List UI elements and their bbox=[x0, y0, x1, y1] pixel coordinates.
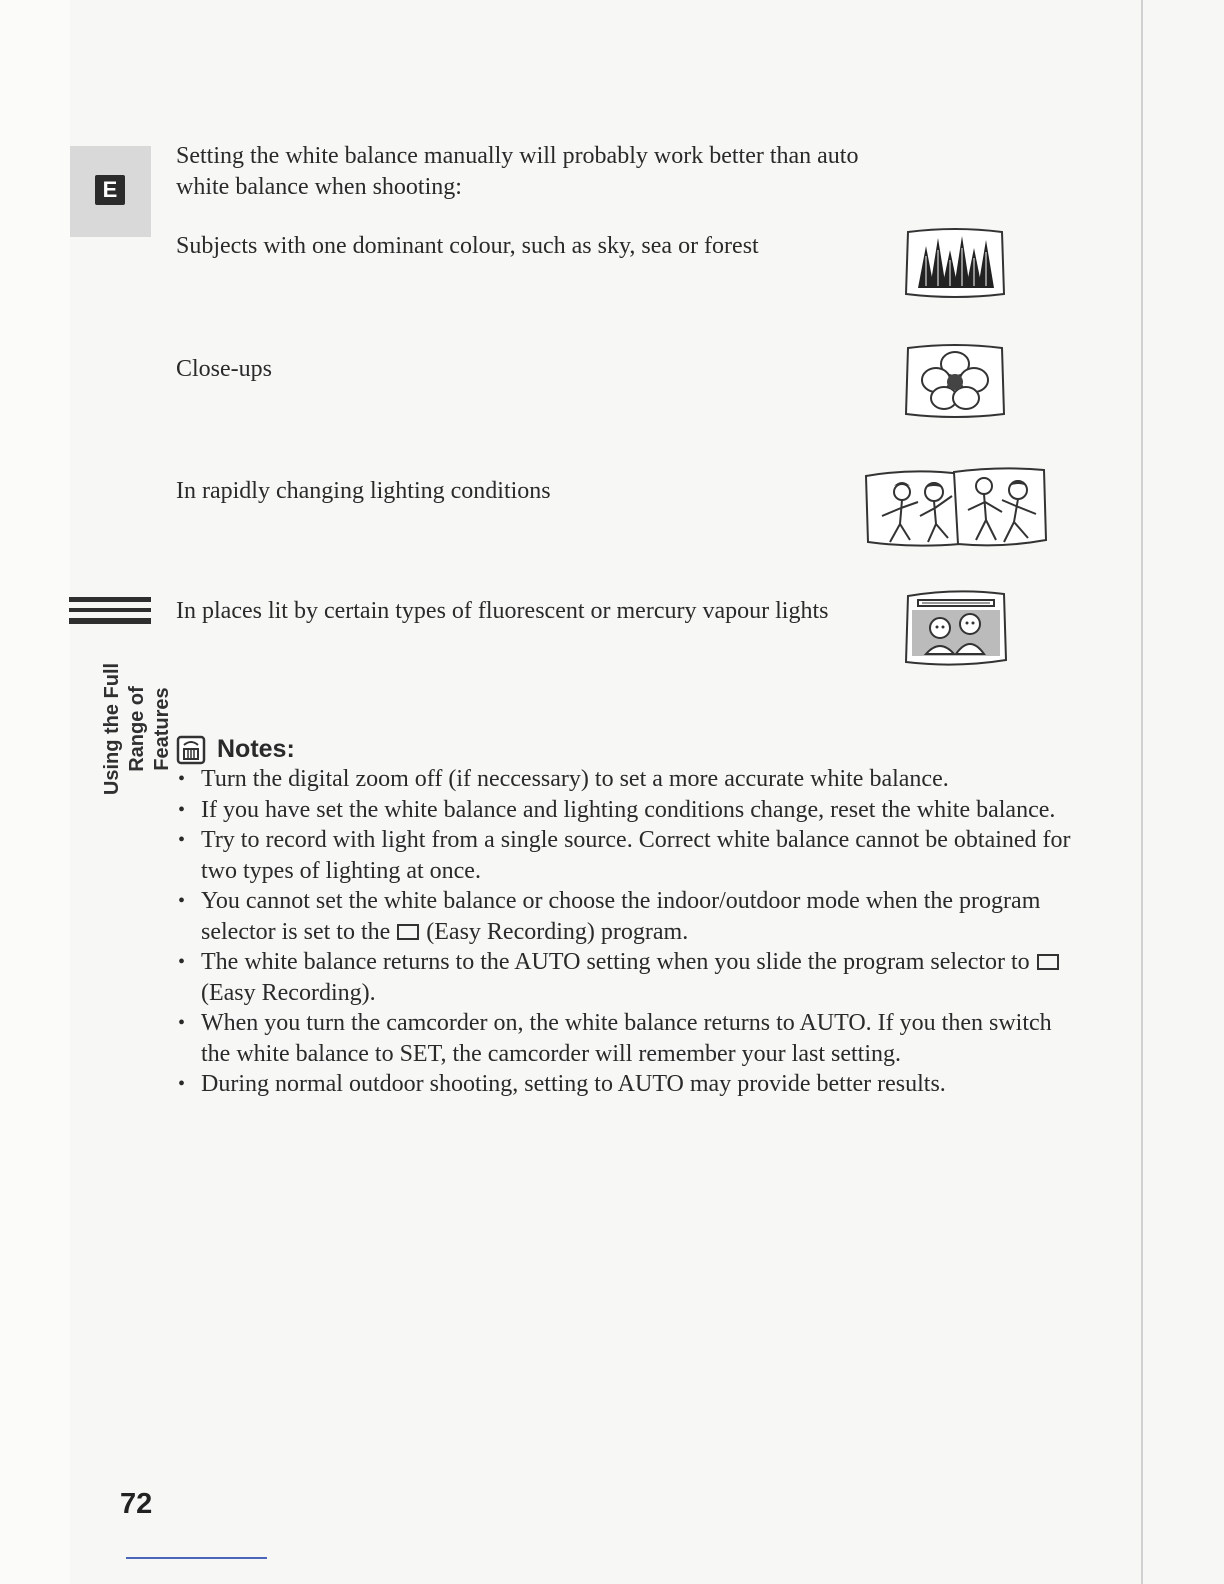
notes-title: Notes: bbox=[217, 735, 295, 763]
section-marker-bars bbox=[69, 597, 151, 630]
case-changing-lighting: In rapidly changing lighting conditions bbox=[176, 478, 551, 504]
notes-list bbox=[176, 764, 1076, 1100]
page-edge-line bbox=[1141, 0, 1143, 1584]
dancing-people-icon bbox=[862, 466, 1048, 550]
easy-recording-icon bbox=[397, 924, 419, 940]
note-item: • Turn the digital zoom off (if neccessary) to set a more accurate white balance. bbox=[176, 764, 1076, 795]
note-item: • During normal outdoor shooting, setting to AUTO may provide better results. bbox=[176, 1069, 1076, 1100]
case-dominant-colour: Subjects with one dominant colour, such as sky, sea or forest bbox=[176, 233, 759, 259]
section-side-label bbox=[100, 644, 173, 814]
note-item: • You cannot set the white balance or choose the indoor/outdoor mode when the program selector is set to the (Easy Recording) program. bbox=[176, 886, 1076, 947]
note-item: • Try to record with light from a single source. Correct white balance cannot be obtained for two types of lighting at once. bbox=[176, 825, 1076, 886]
forest-scene-icon bbox=[904, 226, 1006, 300]
section-bar bbox=[69, 597, 151, 602]
case-close-ups: Close-ups bbox=[176, 356, 272, 382]
note-item: • When you turn the camcorder on, the white balance returns to AUTO. If you then switch the white balance to SET, the camcorder will remember your last setting. bbox=[176, 1008, 1076, 1069]
note-item: • If you have set the white balance and lighting conditions change, reset the white balance. bbox=[176, 795, 1076, 826]
easy-recording-icon bbox=[1037, 954, 1059, 970]
case-fluorescent-lights: In places lit by certain types of fluorescent or mercury vapour lights bbox=[176, 598, 829, 624]
note-item: • The white balance returns to the AUTO setting when you slide the program selector to (Easy Recording). bbox=[176, 947, 1076, 1008]
footer-rule bbox=[126, 1557, 267, 1559]
language-badge: E bbox=[95, 175, 125, 205]
section-label-line1: Using the Full bbox=[101, 662, 123, 796]
page-number: 72 bbox=[120, 1488, 153, 1520]
fluorescent-lit-room-icon bbox=[904, 588, 1008, 668]
intro-paragraph: Setting the white balance manually will probably work better than auto white balance when shooting: bbox=[176, 143, 859, 200]
section-label-line2: Range of Features bbox=[126, 686, 173, 772]
flower-closeup-icon bbox=[904, 342, 1006, 420]
section-bar bbox=[69, 608, 151, 612]
memo-icon bbox=[176, 735, 206, 765]
section-bar bbox=[69, 618, 151, 624]
page-margin-left bbox=[0, 0, 70, 1584]
